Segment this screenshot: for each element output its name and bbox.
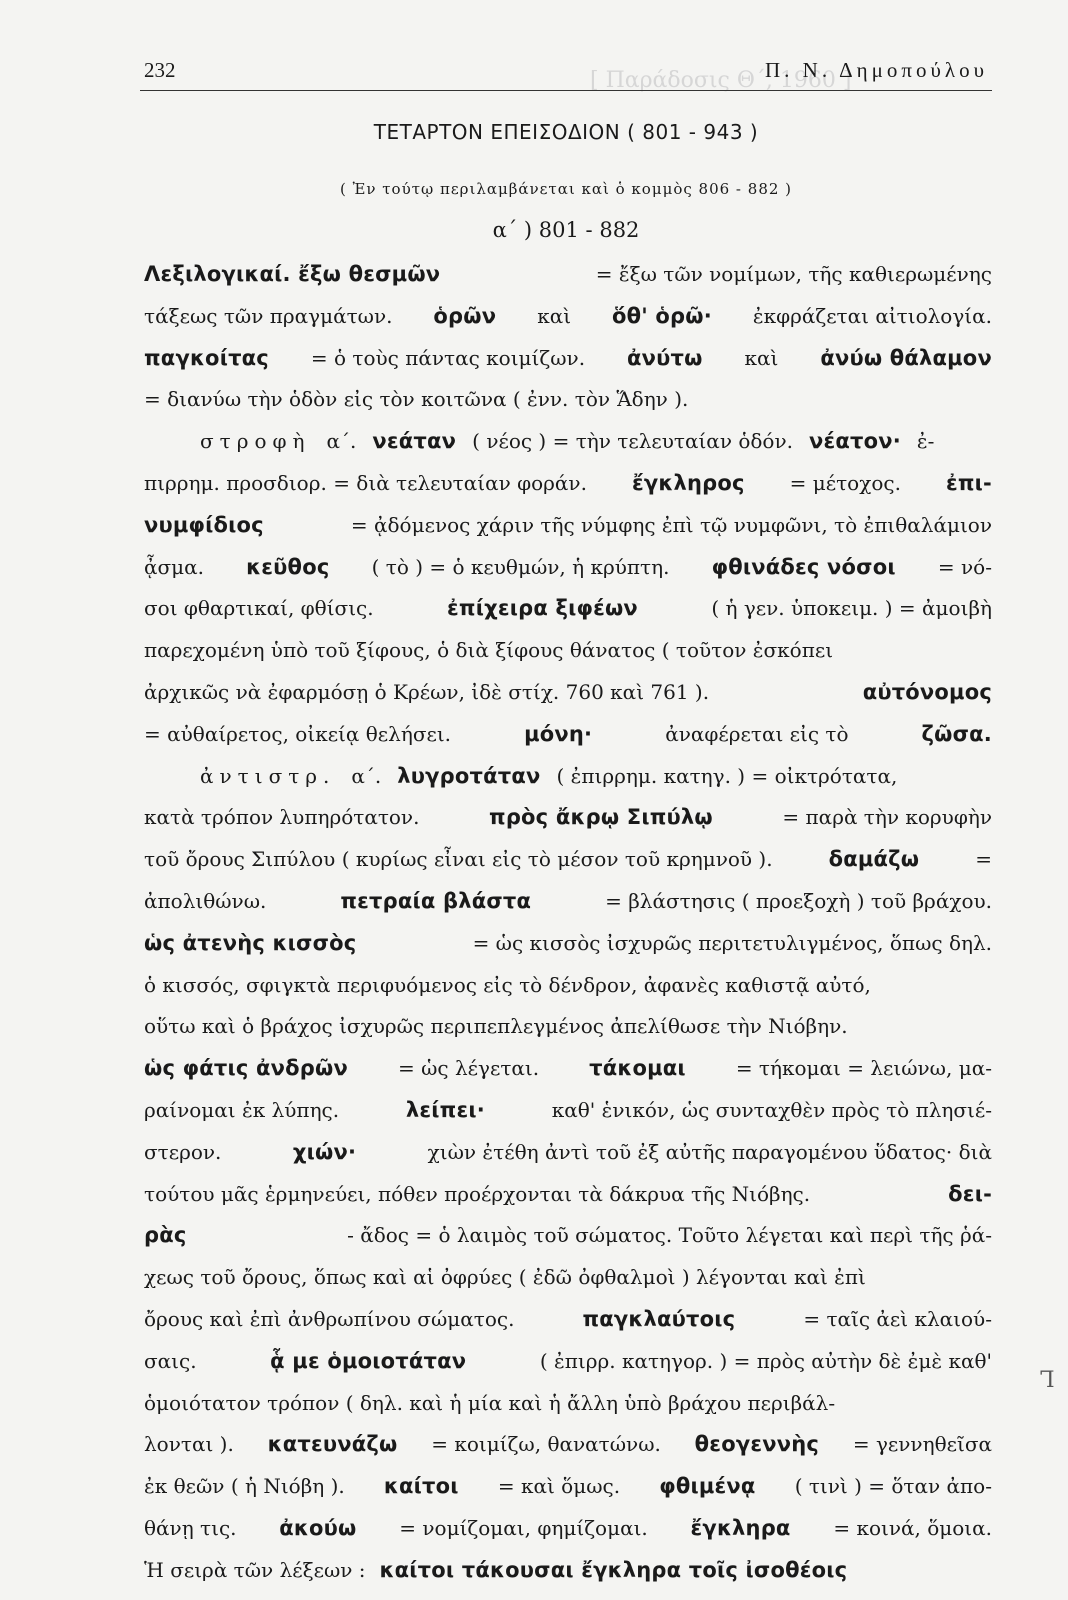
gloss-text: = τήκομαι = λειώνω, μα- xyxy=(735,1056,992,1081)
gloss-text: ( ἐπιρρημ. κατηγ. ) = οἰκτρότατα, xyxy=(556,763,898,788)
headword: παγκοίτας xyxy=(144,345,269,370)
gloss-text: λονται ). xyxy=(144,1432,234,1457)
headword: πετραία βλάστα xyxy=(340,888,532,913)
gloss-text: α΄. xyxy=(351,763,382,788)
gloss-text: α΄. xyxy=(326,429,357,454)
headword: χιών· xyxy=(292,1139,357,1164)
text-line xyxy=(144,638,992,680)
gloss-text: = διανύω τὴν ὁδὸν εἰς τὸν κοιτῶνα ( ἐνν. τὸν Ἅδην ). xyxy=(144,387,689,412)
headword: ἀνύω θάλαμον xyxy=(820,345,992,370)
headword: ὡς ἀτενὴς κισσὸς xyxy=(144,930,357,955)
gloss-text: = ταῖς ἀεὶ κλαιού- xyxy=(803,1306,992,1331)
gloss-text: ἀρχικῶς νὰ ἐφαρμόσῃ ὁ Κρέων, ἰδὲ στίχ. 760 καὶ 761 ). xyxy=(144,679,710,704)
gloss-text: καθ' ἑνικόν, ὡς συνταχθὲν πρὸς τὸ πλησιέ- xyxy=(551,1097,992,1122)
text-line xyxy=(144,387,992,429)
gloss-text: ἀντιστρ. xyxy=(200,763,336,788)
gloss-text: - ἄδος = ὁ λαιμὸς τοῦ σώματος. Τοῦτο λέγεται καὶ περὶ τῆς ῥά- xyxy=(347,1223,992,1248)
gloss-text: ( ἡ γεν. ὑποκειμ. ) = ἀμοιβὴ xyxy=(711,596,992,621)
headword: ὡς φάτις ἀνδρῶν xyxy=(144,1056,348,1081)
gloss-text: ἐκφράζεται αἰτιολογία. xyxy=(752,303,992,328)
text-line xyxy=(144,429,992,471)
gloss-text: = μέτοχος. xyxy=(789,470,901,495)
gloss-text: = ἔξω τῶν νομίμων, τῆς καθιερωμένης xyxy=(595,262,992,286)
headword: παγκλαύτοις xyxy=(582,1306,736,1331)
gloss-text: ἐ- xyxy=(916,429,935,454)
headword: ἔγκληρος xyxy=(631,470,745,495)
headword: πρὸς ἄκρῳ Σιπύλῳ xyxy=(489,805,713,830)
gloss-text: = νό- xyxy=(937,554,992,579)
text-line xyxy=(144,1223,992,1265)
headword: ἐπι- xyxy=(945,470,992,495)
gloss-text: σαις. xyxy=(144,1348,197,1373)
gloss-text: = ὡς κισσὸς ἰσχυρῶς περιτετυλιγμένος, ὅπως δηλ. xyxy=(472,930,992,955)
gloss-text: τοῦ ὄρους Σιπύλου ( κυρίως εἶναι εἰς τὸ μέσον τοῦ κρημνοῦ ). xyxy=(144,847,773,872)
gloss-text: πιρρημ. προσδιορ. = διὰ τελευταίαν φοράν. xyxy=(144,470,587,495)
page-number: 232 xyxy=(144,58,176,82)
gloss-text: θάνῃ τις. xyxy=(144,1515,237,1540)
text-line xyxy=(144,1516,992,1558)
headword: ὅθ' ὁρῶ· xyxy=(612,303,712,328)
gloss-text: παρεχομένη ὑπὸ τοῦ ξίφους, ὁ διὰ ξίφους θάνατος ( τοῦτον ἐσκόπει xyxy=(144,638,834,663)
text-line xyxy=(144,931,992,973)
headword: ἀκούω xyxy=(279,1515,357,1540)
headword: ἔγκληρα xyxy=(690,1515,791,1540)
gloss-text: = αὐθαίρετος, οἰκείᾳ θελήσει. xyxy=(144,721,452,746)
gloss-text: σοι φθαρτικαί, φθίσις. xyxy=(144,596,374,621)
margin-mark: Ꞁ xyxy=(1040,1368,1055,1393)
text-line xyxy=(144,1140,992,1182)
headword: ᾇ με ὁμοιοτάταν xyxy=(270,1348,467,1373)
text-line xyxy=(144,1474,992,1516)
headword: ζῶσα. xyxy=(921,721,992,746)
gloss-text: στροφὴ xyxy=(200,429,311,454)
headword: καίτοι xyxy=(383,1474,459,1499)
headword: δαμάζω xyxy=(828,847,920,872)
text-line xyxy=(144,513,992,555)
headword: θεογεννὴς xyxy=(694,1432,820,1457)
text-line xyxy=(144,680,992,722)
gloss-text: ἀπολιθώνω. xyxy=(144,888,267,913)
section-note: ( Ἐν τούτῳ περιλαμβάνεται καὶ ὁ κομμὸς 806 - 882 ) xyxy=(339,180,793,198)
text-line xyxy=(144,1432,992,1474)
gloss-text: οὕτω καὶ ὁ βράχος ἰσχυρῶς περιπεπλεγμένος ἀπελίθωσε τὴν Νιόβην. xyxy=(144,1014,848,1039)
text-line xyxy=(144,973,992,1015)
headword: μόνη· xyxy=(524,721,593,746)
text-line xyxy=(144,304,992,346)
headword: νεάταν xyxy=(372,429,457,454)
text-line xyxy=(144,1349,992,1391)
division-heading: α΄ ) 801 - 882 xyxy=(492,218,640,242)
text-line xyxy=(144,346,992,388)
text-line xyxy=(144,1558,992,1600)
headword: αὐτόνομος xyxy=(862,679,992,704)
text-line xyxy=(144,764,992,806)
headword: κατευνάζω xyxy=(267,1432,398,1457)
text-line xyxy=(144,722,992,764)
headword: λείπει· xyxy=(405,1097,485,1122)
gloss-text: = xyxy=(975,847,992,872)
gloss-text: καὶ xyxy=(537,303,572,328)
gloss-text: ὁ κισσός, σφιγκτὰ περιφυόμενος εἰς τὸ δένδρον, ἀφανὲς καθιστᾷ αὐτό, xyxy=(144,972,871,997)
text-line xyxy=(144,555,992,597)
gloss-text: ᾆσμα. xyxy=(144,554,205,579)
headword: φθιμένᾳ xyxy=(659,1474,756,1499)
section-title: ΤΕΤΑΡΤΟΝ ΕΠΕΙΣΟΔΙΟΝ ( 801 - 943 ) xyxy=(373,120,759,144)
glossary-body xyxy=(144,262,992,1600)
headword: νέατον· xyxy=(808,429,901,454)
gloss-text: = γεννηθεῖσα xyxy=(852,1432,992,1457)
gloss-text: ἐκ θεῶν ( ἡ Νιόβη ). xyxy=(144,1474,345,1499)
gloss-text: στερον. xyxy=(144,1139,222,1164)
text-line xyxy=(144,1098,992,1140)
headword: λυγροτάταν xyxy=(397,763,541,788)
headword: Λεξιλογικαί. ἔξω θεσμῶν xyxy=(144,262,441,286)
text-line xyxy=(144,471,992,513)
gloss-text: ( ἐπιρρ. κατηγορ. ) = πρὸς αὐτὴν δὲ ἐμὲ καθ' xyxy=(539,1348,992,1373)
gloss-text: = καὶ ὅμως. xyxy=(497,1474,621,1499)
gloss-text: τάξεως τῶν πραγμάτων. xyxy=(144,303,393,328)
gloss-text: = βλάστησις ( προεξοχὴ ) τοῦ βράχου. xyxy=(605,888,992,913)
headword: καίτοι τάκουσαι ἔγκληρα τοῖς ἰσοθέοις xyxy=(379,1557,848,1582)
text-line xyxy=(144,1307,992,1349)
gloss-text: καὶ xyxy=(744,345,779,370)
headword: ρὰς xyxy=(144,1223,187,1248)
headword: δει- xyxy=(948,1181,992,1206)
headword: φθινάδες νόσοι xyxy=(711,554,896,579)
text-line xyxy=(144,596,992,638)
gloss-text: ραίνομαι ἐκ λύπης. xyxy=(144,1097,340,1122)
gloss-text: ( τινὶ ) = ὅταν ἀπο- xyxy=(794,1474,992,1499)
gloss-text: = νομίζομαι, φημίζομαι. xyxy=(399,1515,648,1540)
gloss-text: κατὰ τρόπον λυπηρότατον. xyxy=(144,805,420,830)
headword: νυμφίδιος xyxy=(144,512,264,537)
text-line xyxy=(144,1391,992,1433)
text-line xyxy=(144,1014,992,1056)
headword: ὁρῶν xyxy=(433,303,497,328)
gloss-text: = κοιμίζω, θανατώνω. xyxy=(431,1432,661,1457)
gloss-text: τούτου μᾶς ἑρμηνεύει, πόθεν προέρχονται τὰ δάκρυα τῆς Νιόβης. xyxy=(144,1181,811,1206)
gloss-text: = παρὰ τὴν κορυφὴν xyxy=(782,805,992,830)
headword: ἀνύτω xyxy=(627,345,703,370)
gloss-text: = ὡς λέγεται. xyxy=(398,1056,540,1081)
text-line xyxy=(144,1182,992,1224)
text-line xyxy=(144,847,992,889)
gloss-text: = ᾀδόμενος χάριν τῆς νύμφης ἐπὶ τῷ νυμφῶνι, τὸ ἐπιθαλάμιον xyxy=(350,512,992,537)
gloss-text: ὁμοιότατον τρόπον ( δηλ. καὶ ἡ μία καὶ ἡ ἄλλη ὑπὸ βράχου περιβάλ- xyxy=(144,1390,836,1415)
text-line xyxy=(144,262,992,304)
gloss-text: χεως τοῦ ὄρους, ὅπως καὶ αἱ ὀφρύες ( ἐδῶ ὀφθαλμοὶ ) λέγονται καὶ ἐπὶ xyxy=(144,1265,866,1290)
gloss-text: = κοινά, ὅμοια. xyxy=(833,1515,992,1540)
headword: τάκομαι xyxy=(589,1056,686,1081)
text-line xyxy=(144,889,992,931)
headword: ἐπίχειρα ξιφέων xyxy=(447,596,638,621)
text-line xyxy=(144,805,992,847)
gloss-text: ἀναφέρεται εἰς τὸ xyxy=(665,721,849,746)
gloss-text: = ὁ τοὺς πάντας κοιμίζων. xyxy=(310,345,586,370)
headword: κεῦθος xyxy=(246,554,330,579)
running-head: Π. Ν. Δημοπούλου xyxy=(765,58,988,82)
gloss-text: ὄρους καὶ ἐπὶ ἀνθρωπίνου σώματος. xyxy=(144,1306,515,1331)
gloss-text: ( τὸ ) = ὁ κευθμών, ἡ κρύπτη. xyxy=(371,554,670,579)
text-line xyxy=(144,1056,992,1098)
text-line xyxy=(144,1265,992,1307)
page-header xyxy=(140,58,992,91)
gloss-text: χιὼν ἐτέθη ἀντὶ τοῦ ἐξ αὐτῆς παραγομένου ὕδατος· διὰ xyxy=(427,1139,992,1164)
bleed-through-header: [ Παράδοσις Θ΄, 1960 ] xyxy=(590,68,852,93)
gloss-text: Ἡ σειρὰ τῶν λέξεων : xyxy=(144,1557,366,1582)
gloss-text: ( νέος ) = τὴν τελευταίαν ὁδόν. xyxy=(472,429,793,454)
